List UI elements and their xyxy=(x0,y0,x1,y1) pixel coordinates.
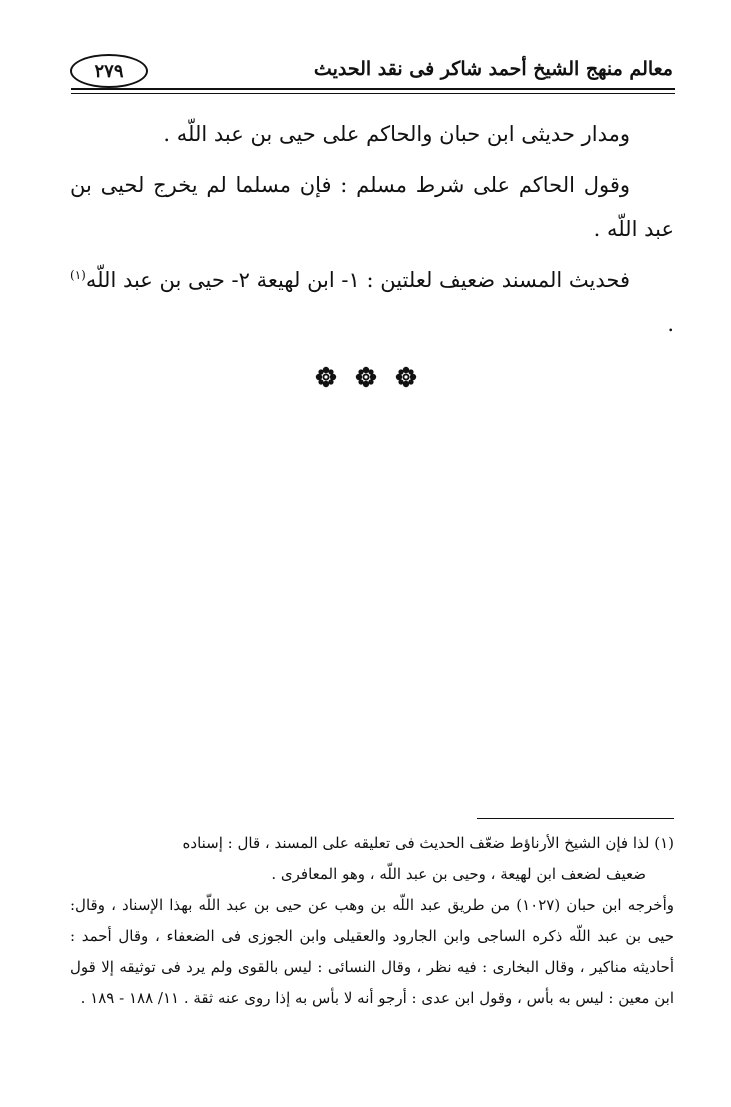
paragraph-3-tail: . xyxy=(667,312,674,336)
flower-ornament-icon xyxy=(315,366,337,388)
flower-ornament-icon xyxy=(395,366,417,388)
footnote-1-line-1: (١) لذا فإن الشيخ الأرناؤط ضعّف الحديث فى تعليقه على المسند ، قال : إسناده xyxy=(182,834,674,852)
paragraph-3-text: فحديث المسند ضعيف لعلتين : ١- ابن لهيعة ٢- حيى بن عبد اللّه xyxy=(85,268,630,292)
page-number: ٢٧٩ xyxy=(70,54,148,88)
footnote-reference[interactable]: (١) xyxy=(70,268,86,282)
footnote-1-continuation: وأخرجه ابن حبان (١٠٢٧) من طريق عبد اللّه بن وهب عن حيى بن عبد اللّه بهذا الإسناد ، وقال: حيى بن عبد اللّه ذكره الساجى وابن الجارود والعقيلى وابن الجوزى فى الضعفاء ، وقال أحمد : أحاديثه مناكير ، وقال البخارى : فيه نظر ، وقال النسائى : ليس بالقوى ولم يرد فى توثيقه إلا قول ابن معين : ليس به بأس ، وقول ابن عدى : أرجو أنه لا بأس به إذا روى عنه ثقة . ١١/ ١٨٨ - ١٨٩ . xyxy=(70,896,674,1007)
header-rule xyxy=(71,88,675,90)
running-header-title: معالم منهج الشيخ أحمد شاكر فى نقد الحديث xyxy=(313,58,673,80)
paragraph-2: وقول الحاكم على شرط مسلم : فإن مسلما لم يخرج لحيى بن عبد اللّه . xyxy=(70,173,674,241)
footnote-1 xyxy=(70,828,674,890)
paragraph-3 xyxy=(70,258,674,346)
header-rule-thin xyxy=(71,93,675,94)
section-divider xyxy=(0,366,731,388)
paragraph-1: ومدار حديثى ابن حبان والحاكم على حيى بن عبد اللّه . xyxy=(163,122,630,146)
footnote-1-line-2: ضعيف لضعف ابن لهيعة ، وحيى بن عبد اللّه ، وهو المعافرى . xyxy=(271,865,646,883)
footnote-separator xyxy=(477,818,674,819)
flower-ornament-icon xyxy=(355,366,377,388)
